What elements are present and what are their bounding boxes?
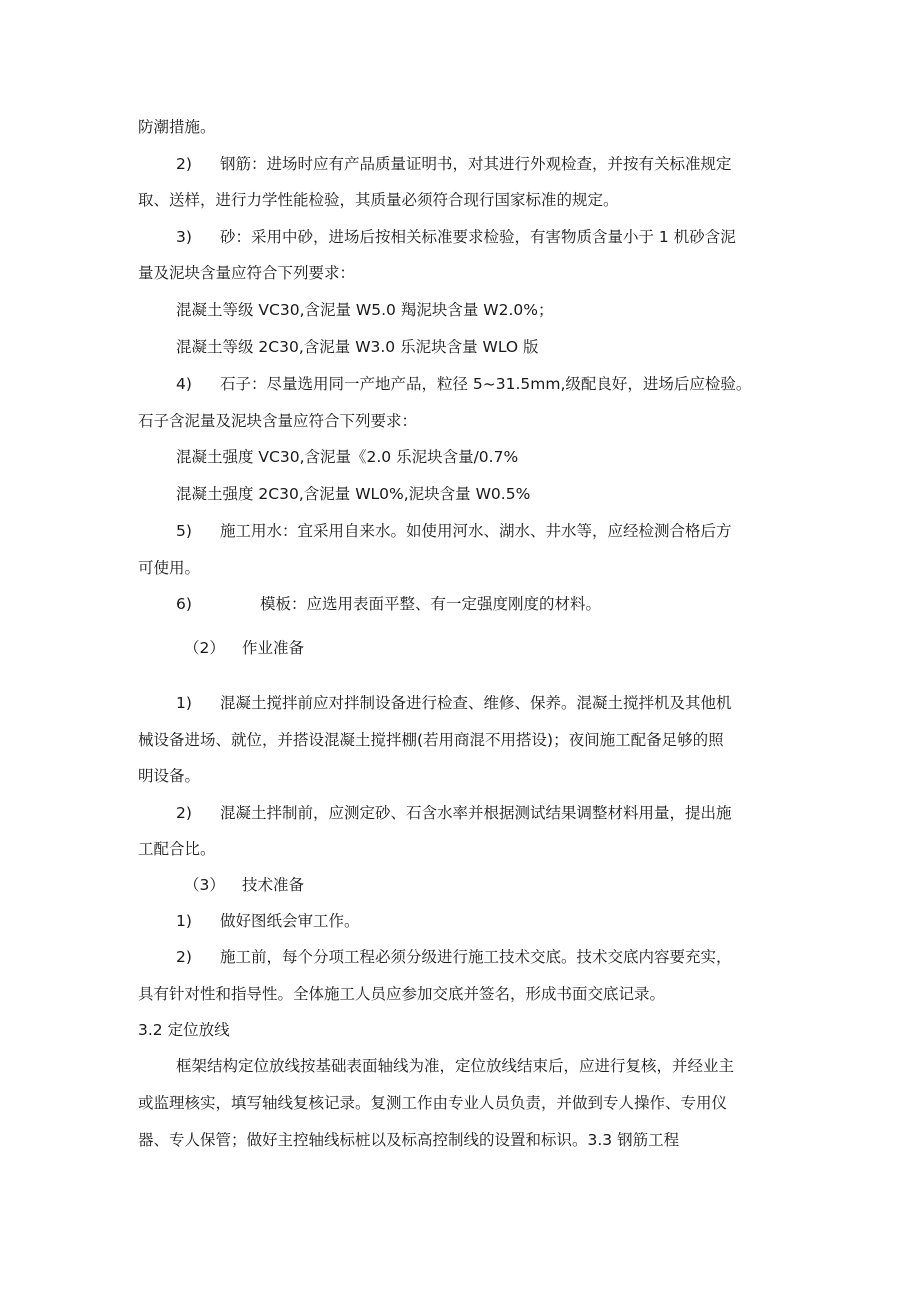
requirement-line <box>176 299 553 321</box>
line-text: 框架结构定位放线按基础表面轴线为准，定位放线结束后，应进行复核，并经业主 <box>176 1057 735 1075</box>
line-text: 械设备进场、就位，并搭设混凝土搅拌棚(若用商混不用搭设)；夜间施工配备足够的照 <box>138 731 724 749</box>
list-item-line <box>176 593 601 615</box>
line-text: 石子含泥量及泥块含量应符合下列要求： <box>138 412 418 430</box>
section-number: （3） <box>184 876 225 894</box>
list-item-line <box>176 226 736 248</box>
section-heading <box>184 874 304 896</box>
line-text: 或监理核实，填写轴线复核记录。复测工作由专业人员负责，并做到专人操作、专用仪 <box>138 1094 728 1112</box>
line-text: 混凝土强度 2C30,含泥量 WL0%,泥块含量 W0.5% <box>176 485 531 503</box>
line-text: 施工用水：宜采用自来水。如使用河水、湖水、井水等，应经检测合格后方 <box>220 522 732 540</box>
line-text: 混凝土等级 VC30,含泥量 W5.0 羯泥块含量 W2.0%； <box>176 301 554 319</box>
section-heading <box>184 637 304 659</box>
section-number: （2） <box>184 639 225 657</box>
paragraph-line <box>138 765 200 787</box>
paragraph-line <box>138 1129 679 1151</box>
requirement-line <box>176 446 518 468</box>
paragraph-line <box>138 838 216 860</box>
line-text: 石子：尽量选用同一产地产品，粒径 5~31.5mm,级配良好，进场后应检验。 <box>220 375 752 393</box>
list-number: 5) <box>176 522 192 540</box>
heading-text: 3.2 定位放线 <box>138 1021 230 1039</box>
paragraph-line <box>138 1092 727 1114</box>
paragraph-line <box>138 262 355 284</box>
line-text: 做好图纸会审工作。 <box>220 912 360 930</box>
line-text: 量及泥块含量应符合下列要求： <box>138 264 356 282</box>
requirement-line <box>176 483 530 505</box>
line-text: 混凝土搅拌前应对拌制设备进行检查、维修、保养。混凝土搅拌机及其他机 <box>220 694 732 712</box>
paragraph-line <box>138 557 200 579</box>
line-text: 具有针对性和指导性。全体施工人员应参加交底并签名，形成书面交底记录。 <box>138 985 666 1003</box>
line-text: 明设备。 <box>138 767 201 785</box>
list-number: 1) <box>176 912 192 930</box>
subsection-heading <box>138 1019 230 1041</box>
paragraph-line <box>138 116 216 138</box>
paragraph-line <box>176 1055 734 1077</box>
list-item-line <box>176 910 360 932</box>
line-text: 施工前，每个分项工程必须分级进行施工技术交底。技术交底内容要充实， <box>220 948 732 966</box>
list-item-line <box>176 373 751 395</box>
line-text: 模板：应选用表面平整、有一定强度刚度的材料。 <box>260 595 602 613</box>
paragraph-line <box>138 410 417 432</box>
list-number: 2) <box>176 155 192 173</box>
list-number: 6) <box>176 595 192 613</box>
list-number: 2) <box>176 948 192 966</box>
list-item-line <box>176 692 732 714</box>
list-number: 3) <box>176 228 192 246</box>
section-title: 技术准备 <box>242 876 305 894</box>
line-text: 混凝土拌制前，应测定砂、石含水率并根据测试结果调整材料用量，提出施 <box>220 804 732 822</box>
line-text: 混凝土等级 2C30,含泥量 W3.0 乐泥块含量 WLO 版 <box>176 338 539 356</box>
line-text: 防潮措施。 <box>138 118 216 136</box>
line-text: 钢筋：进场时应有产品质量证明书，对其进行外观检查，并按有关标准规定 <box>220 155 732 173</box>
list-number: 2) <box>176 804 192 822</box>
list-item-line <box>176 520 732 542</box>
section-title: 作业准备 <box>242 639 305 657</box>
paragraph-line <box>138 189 619 211</box>
paragraph-line <box>138 983 665 1005</box>
list-item-line <box>176 153 732 175</box>
requirement-line <box>176 336 539 358</box>
line-text: 工配合比。 <box>138 840 216 858</box>
list-item-line <box>176 802 732 824</box>
line-text: 砂：采用中砂，进场后按相关标准要求检验，有害物质含量小于 1 机砂含泥 <box>220 228 736 246</box>
line-text: 器、专人保管；做好主控轴线标桩以及标高控制线的设置和标识。3.3 钢筋工程 <box>138 1131 680 1149</box>
line-text: 取、送样，进行力学性能检验，其质量必须符合现行国家标准的规定。 <box>138 191 619 209</box>
line-text: 混凝土强度 VC30,含泥量《2.0 乐泥块含量/0.7% <box>176 448 519 466</box>
list-item-line <box>176 946 732 968</box>
paragraph-line <box>138 729 724 751</box>
list-number: 1) <box>176 694 192 712</box>
line-text: 可使用。 <box>138 559 201 577</box>
list-number: 4) <box>176 375 192 393</box>
